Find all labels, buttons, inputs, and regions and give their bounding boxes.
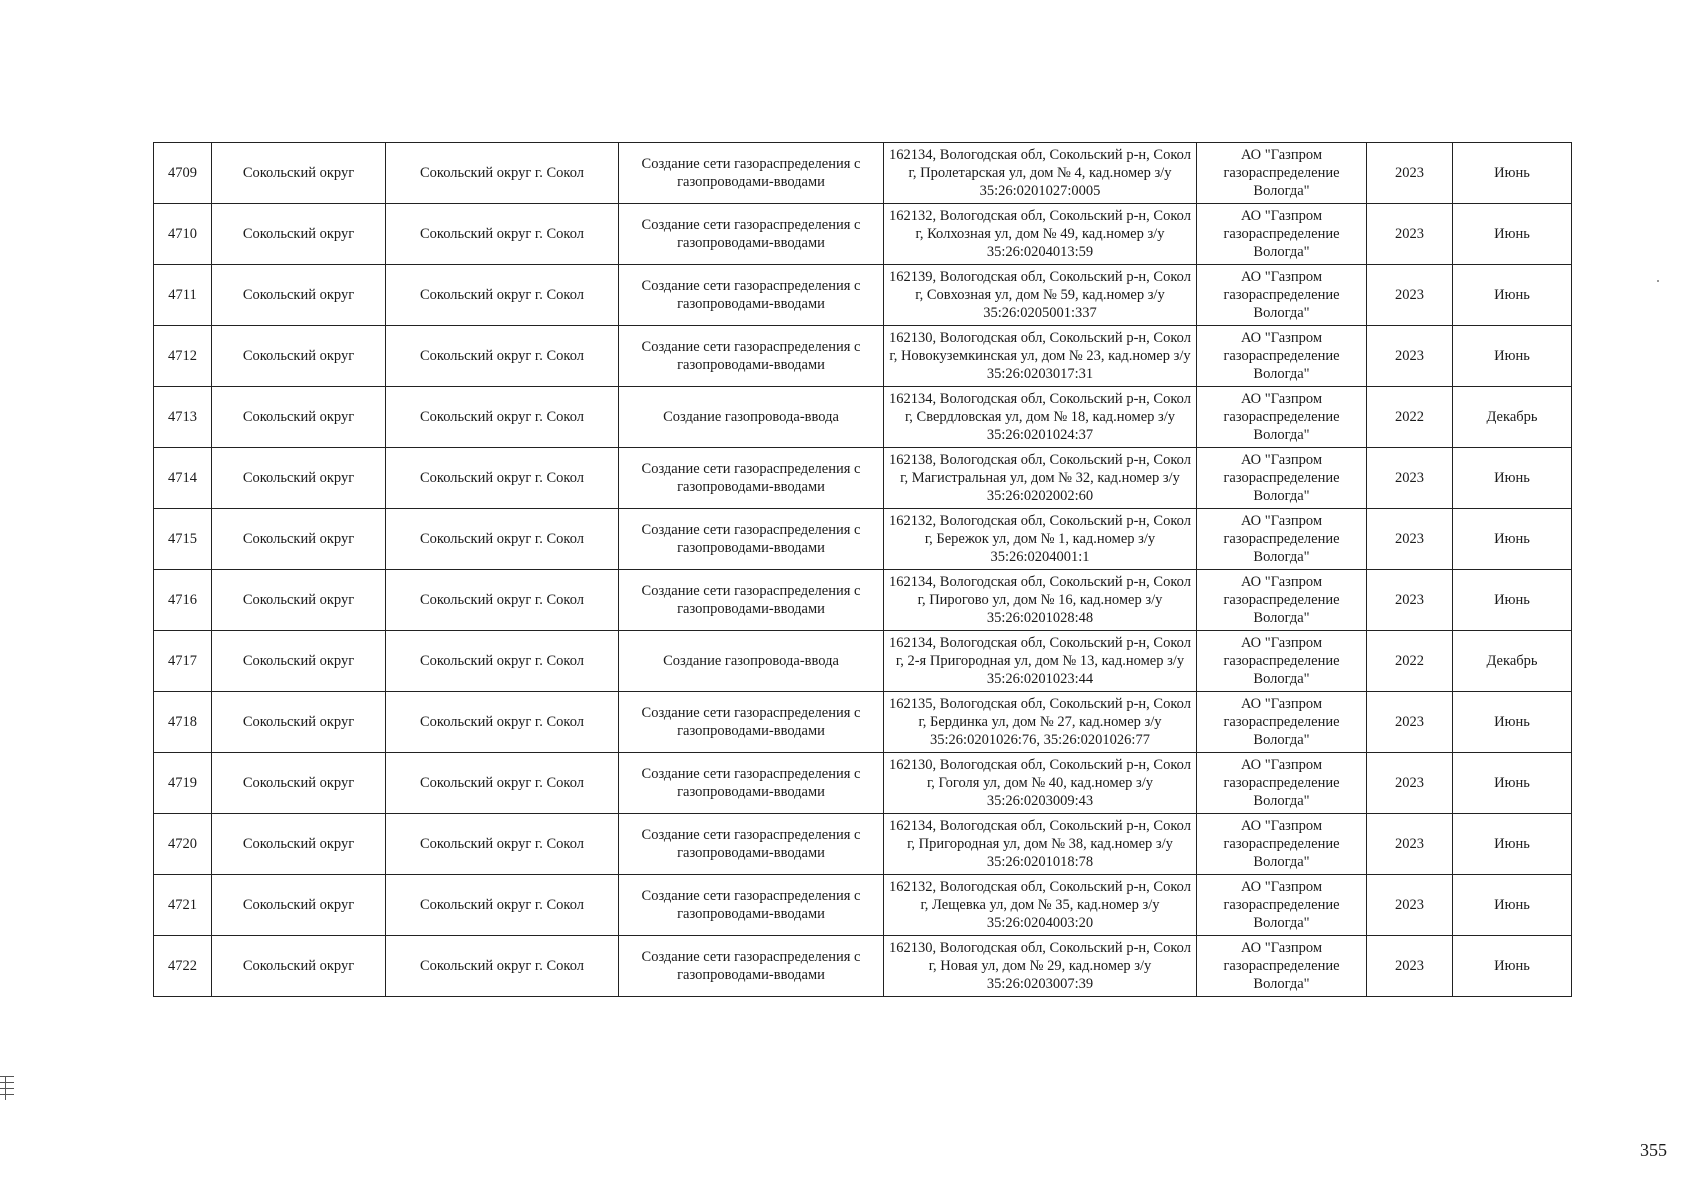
year-cell: 2022 — [1367, 631, 1453, 692]
month-cell: Июнь — [1453, 326, 1572, 387]
year-cell: 2023 — [1367, 143, 1453, 204]
organization-cell: АО "Газпром газораспределение Вологда" — [1197, 143, 1367, 204]
month-cell: Июнь — [1453, 692, 1572, 753]
locality-cell: Сокольский округ г. Сокол — [386, 936, 619, 997]
binding-marks — [0, 1076, 14, 1102]
district-cell: Сокольский округ — [212, 265, 386, 326]
organization-cell: АО "Газпром газораспределение Вологда" — [1197, 204, 1367, 265]
table-row — [154, 936, 1572, 997]
locality-cell: Сокольский округ г. Сокол — [386, 265, 619, 326]
row-number: 4716 — [154, 570, 212, 631]
organization-cell: АО "Газпром газораспределение Вологда" — [1197, 387, 1367, 448]
table-row — [154, 387, 1572, 448]
organization-cell: АО "Газпром газораспределение Вологда" — [1197, 570, 1367, 631]
table-row — [154, 143, 1572, 204]
address-cell: 162130, Вологодская обл, Сокольский р-н, Сокол г, Гоголя ул, дом № 40, кад.номер з/у 35:26:0203009:43 — [884, 753, 1197, 814]
row-number: 4719 — [154, 753, 212, 814]
table-row — [154, 692, 1572, 753]
row-number: 4714 — [154, 448, 212, 509]
organization-cell: АО "Газпром газораспределение Вологда" — [1197, 631, 1367, 692]
locality-cell: Сокольский округ г. Сокол — [386, 875, 619, 936]
year-cell: 2023 — [1367, 326, 1453, 387]
organization-cell: АО "Газпром газораспределение Вологда" — [1197, 326, 1367, 387]
district-cell: Сокольский округ — [212, 387, 386, 448]
table-row — [154, 265, 1572, 326]
month-cell: Июнь — [1453, 814, 1572, 875]
work-type-cell: Создание сети газораспределения с газопроводами-вводами — [619, 265, 884, 326]
table-row — [154, 448, 1572, 509]
locality-cell: Сокольский округ г. Сокол — [386, 204, 619, 265]
year-cell: 2022 — [1367, 387, 1453, 448]
district-cell: Сокольский округ — [212, 448, 386, 509]
locality-cell: Сокольский округ г. Сокол — [386, 570, 619, 631]
year-cell: 2023 — [1367, 265, 1453, 326]
work-type-cell: Создание сети газораспределения с газопроводами-вводами — [619, 448, 884, 509]
locality-cell: Сокольский округ г. Сокол — [386, 326, 619, 387]
month-cell: Июнь — [1453, 753, 1572, 814]
district-cell: Сокольский округ — [212, 509, 386, 570]
year-cell: 2023 — [1367, 814, 1453, 875]
district-cell: Сокольский округ — [212, 326, 386, 387]
month-cell: Июнь — [1453, 509, 1572, 570]
month-cell: Июнь — [1453, 570, 1572, 631]
table-row — [154, 570, 1572, 631]
row-number: 4709 — [154, 143, 212, 204]
organization-cell: АО "Газпром газораспределение Вологда" — [1197, 509, 1367, 570]
month-cell: Декабрь — [1453, 387, 1572, 448]
year-cell: 2023 — [1367, 448, 1453, 509]
work-type-cell: Создание сети газораспределения с газопроводами-вводами — [619, 692, 884, 753]
row-number: 4721 — [154, 875, 212, 936]
district-cell: Сокольский округ — [212, 814, 386, 875]
table-row — [154, 875, 1572, 936]
address-cell: 162130, Вологодская обл, Сокольский р-н, Сокол г, Новокуземкинская ул, дом № 23, кад.номер з/у 35:26:0203017:31 — [884, 326, 1197, 387]
organization-cell: АО "Газпром газораспределение Вологда" — [1197, 448, 1367, 509]
month-cell: Июнь — [1453, 936, 1572, 997]
work-type-cell: Создание сети газораспределения с газопроводами-вводами — [619, 875, 884, 936]
month-cell: Июнь — [1453, 265, 1572, 326]
row-number: 4717 — [154, 631, 212, 692]
address-cell: 162134, Вологодская обл, Сокольский р-н, Сокол г, Пирогово ул, дом № 16, кад.номер з/у 35:26:0201028:48 — [884, 570, 1197, 631]
work-type-cell: Создание сети газораспределения с газопроводами-вводами — [619, 326, 884, 387]
locality-cell: Сокольский округ г. Сокол — [386, 448, 619, 509]
table-row — [154, 814, 1572, 875]
district-cell: Сокольский округ — [212, 875, 386, 936]
locality-cell: Сокольский округ г. Сокол — [386, 143, 619, 204]
month-cell: Июнь — [1453, 143, 1572, 204]
month-cell: Июнь — [1453, 875, 1572, 936]
organization-cell: АО "Газпром газораспределение Вологда" — [1197, 692, 1367, 753]
year-cell: 2023 — [1367, 509, 1453, 570]
table-row — [154, 509, 1572, 570]
district-cell: Сокольский округ — [212, 692, 386, 753]
address-cell: 162139, Вологодская обл, Сокольский р-н, Сокол г, Совхозная ул, дом № 59, кад.номер з/у 35:26:0205001:337 — [884, 265, 1197, 326]
district-cell: Сокольский округ — [212, 570, 386, 631]
organization-cell: АО "Газпром газораспределение Вологда" — [1197, 814, 1367, 875]
month-cell: Июнь — [1453, 448, 1572, 509]
work-type-cell: Создание газопровода-ввода — [619, 631, 884, 692]
year-cell: 2023 — [1367, 204, 1453, 265]
address-cell: 162130, Вологодская обл, Сокольский р-н, Сокол г, Новая ул, дом № 29, кад.номер з/у 35:26:0203007:39 — [884, 936, 1197, 997]
year-cell: 2023 — [1367, 570, 1453, 631]
row-number: 4718 — [154, 692, 212, 753]
locality-cell: Сокольский округ г. Сокол — [386, 631, 619, 692]
year-cell: 2023 — [1367, 875, 1453, 936]
address-cell: 162134, Вологодская обл, Сокольский р-н, Сокол г, Свердловская ул, дом № 18, кад.номер з/у 35:26:0201024:37 — [884, 387, 1197, 448]
locality-cell: Сокольский округ г. Сокол — [386, 814, 619, 875]
organization-cell: АО "Газпром газораспределение Вологда" — [1197, 875, 1367, 936]
page-number: 355 — [1640, 1140, 1667, 1160]
table-row — [154, 631, 1572, 692]
district-cell: Сокольский округ — [212, 204, 386, 265]
work-type-cell: Создание газопровода-ввода — [619, 387, 884, 448]
row-number: 4720 — [154, 814, 212, 875]
locality-cell: Сокольский округ г. Сокол — [386, 509, 619, 570]
district-cell: Сокольский округ — [212, 936, 386, 997]
locality-cell: Сокольский округ г. Сокол — [386, 387, 619, 448]
table-row — [154, 204, 1572, 265]
row-number: 4712 — [154, 326, 212, 387]
month-cell: Июнь — [1453, 204, 1572, 265]
table-row — [154, 326, 1572, 387]
work-type-cell: Создание сети газораспределения с газопроводами-вводами — [619, 936, 884, 997]
row-number: 4722 — [154, 936, 212, 997]
month-cell: Декабрь — [1453, 631, 1572, 692]
address-cell: 162132, Вологодская обл, Сокольский р-н, Сокол г, Лещевка ул, дом № 35, кад.номер з/у 35:26:0204003:20 — [884, 875, 1197, 936]
row-number: 4710 — [154, 204, 212, 265]
gasification-registry-table — [153, 142, 1572, 997]
address-cell: 162135, Вологодская обл, Сокольский р-н, Сокол г, Бердинка ул, дом № 27, кад.номер з/у 35:26:0201026:76, 35:26:0201026:77 — [884, 692, 1197, 753]
address-cell: 162134, Вологодская обл, Сокольский р-н, Сокол г, 2-я Пригородная ул, дом № 13, кад.номер з/у 35:26:0201023:44 — [884, 631, 1197, 692]
organization-cell: АО "Газпром газораспределение Вологда" — [1197, 753, 1367, 814]
row-number: 4715 — [154, 509, 212, 570]
address-cell: 162138, Вологодская обл, Сокольский р-н, Сокол г, Магистральная ул, дом № 32, кад.номер з/у 35:26:0202002:60 — [884, 448, 1197, 509]
work-type-cell: Создание сети газораспределения с газопроводами-вводами — [619, 570, 884, 631]
year-cell: 2023 — [1367, 753, 1453, 814]
year-cell: 2023 — [1367, 692, 1453, 753]
row-number: 4713 — [154, 387, 212, 448]
locality-cell: Сокольский округ г. Сокол — [386, 753, 619, 814]
work-type-cell: Создание сети газораспределения с газопроводами-вводами — [619, 814, 884, 875]
year-cell: 2023 — [1367, 936, 1453, 997]
organization-cell: АО "Газпром газораспределение Вологда" — [1197, 265, 1367, 326]
row-number: 4711 — [154, 265, 212, 326]
table-body — [154, 143, 1572, 997]
address-cell: 162134, Вологодская обл, Сокольский р-н, Сокол г, Пригородная ул, дом № 38, кад.номер з/у 35:26:0201018:78 — [884, 814, 1197, 875]
district-cell: Сокольский округ — [212, 631, 386, 692]
work-type-cell: Создание сети газораспределения с газопроводами-вводами — [619, 753, 884, 814]
scan-speck — [1657, 280, 1659, 282]
address-cell: 162134, Вологодская обл, Сокольский р-н, Сокол г, Пролетарская ул, дом № 4, кад.номер з/у 35:26:0201027:0005 — [884, 143, 1197, 204]
organization-cell: АО "Газпром газораспределение Вологда" — [1197, 936, 1367, 997]
table-row — [154, 753, 1572, 814]
work-type-cell: Создание сети газораспределения с газопроводами-вводами — [619, 204, 884, 265]
locality-cell: Сокольский округ г. Сокол — [386, 692, 619, 753]
district-cell: Сокольский округ — [212, 753, 386, 814]
address-cell: 162132, Вологодская обл, Сокольский р-н, Сокол г, Колхозная ул, дом № 49, кад.номер з/у 35:26:0204013:59 — [884, 204, 1197, 265]
address-cell: 162132, Вологодская обл, Сокольский р-н, Сокол г, Бережок ул, дом № 1, кад.номер з/у 35:26:0204001:1 — [884, 509, 1197, 570]
work-type-cell: Создание сети газораспределения с газопроводами-вводами — [619, 143, 884, 204]
district-cell: Сокольский округ — [212, 143, 386, 204]
work-type-cell: Создание сети газораспределения с газопроводами-вводами — [619, 509, 884, 570]
